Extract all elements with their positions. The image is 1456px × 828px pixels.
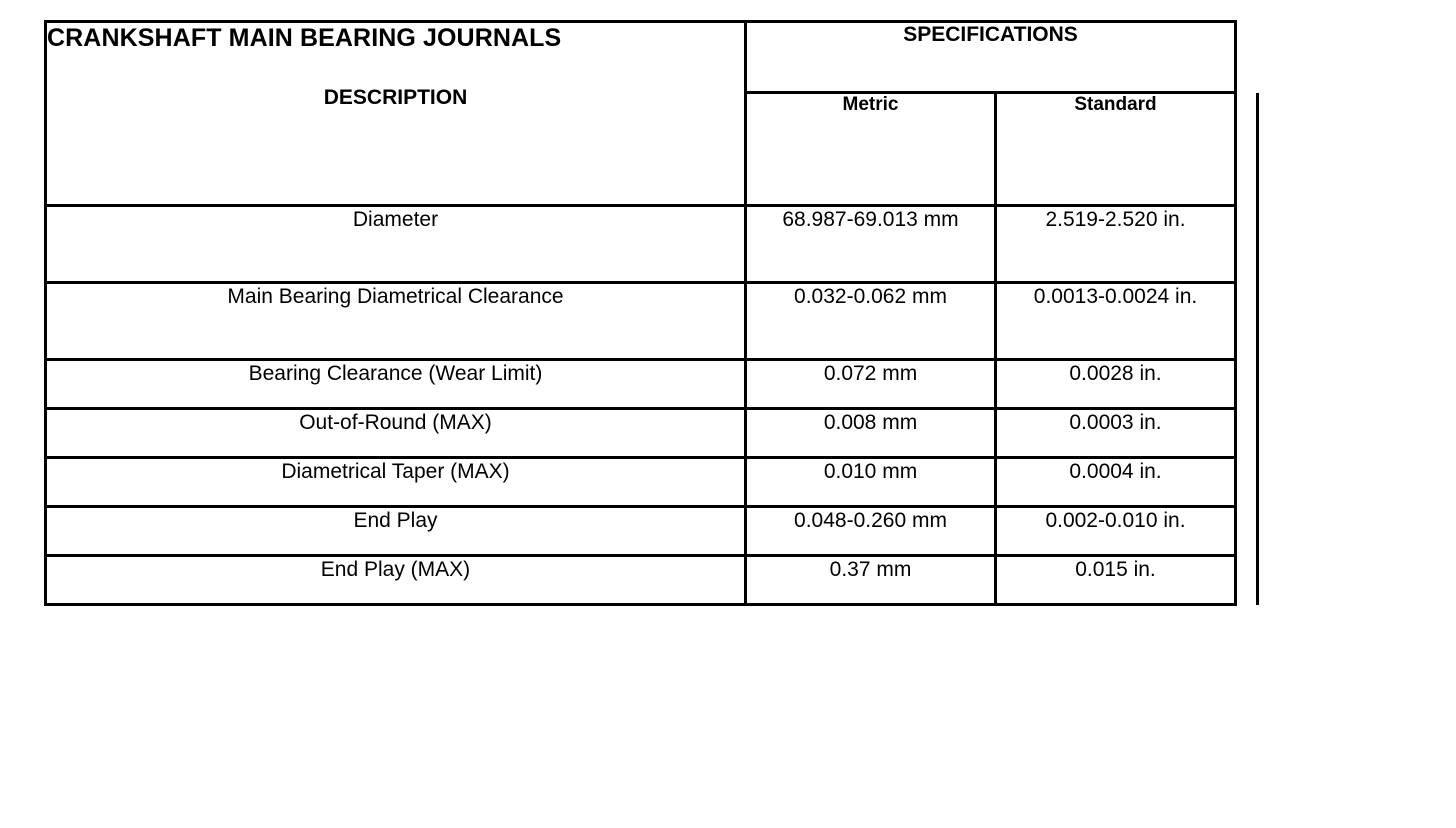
row-standard-value: 0.0003 in. (996, 409, 1236, 458)
table-row (46, 360, 1258, 409)
row-metric-value: 68.987-69.013 mm (746, 206, 996, 283)
column-header-standard: Standard (996, 93, 1236, 206)
crankshaft-spec-table (44, 20, 1259, 606)
row-metric-value: 0.048-0.260 mm (746, 507, 996, 556)
row-standard-value: 0.002-0.010 in. (996, 507, 1236, 556)
header-description-cell (46, 22, 746, 206)
table-title: CRANKSHAFT MAIN BEARING JOURNALS (47, 24, 562, 52)
table-row (46, 206, 1258, 283)
table-edge-spacer (1236, 409, 1258, 458)
row-description: End Play (MAX) (46, 556, 746, 605)
row-standard-value: 0.015 in. (996, 556, 1236, 605)
table-edge-spacer (1236, 283, 1258, 360)
row-standard-value: 0.0004 in. (996, 458, 1236, 507)
table-row (46, 409, 1258, 458)
table-edge-spacer (1236, 206, 1258, 283)
row-metric-value: 0.072 mm (746, 360, 996, 409)
table-row (46, 458, 1258, 507)
table-edge-spacer (1236, 507, 1258, 556)
table-row (46, 556, 1258, 605)
table-edge-spacer-top (1236, 22, 1258, 93)
row-description: Main Bearing Diametrical Clearance (46, 283, 746, 360)
row-standard-value: 0.0013-0.0024 in. (996, 283, 1236, 360)
row-metric-value: 0.37 mm (746, 556, 996, 605)
column-header-metric: Metric (746, 93, 996, 206)
row-standard-value: 0.0028 in. (996, 360, 1236, 409)
table-edge-spacer (1236, 360, 1258, 409)
table-edge-spacer (1236, 458, 1258, 507)
row-description: Out-of-Round (MAX) (46, 409, 746, 458)
table-edge-spacer (1236, 93, 1258, 206)
header-row-top (46, 22, 1258, 93)
row-metric-value: 0.008 mm (746, 409, 996, 458)
row-metric-value: 0.010 mm (746, 458, 996, 507)
row-standard-value: 2.519-2.520 in. (996, 206, 1236, 283)
row-description: Diameter (46, 206, 746, 283)
table-edge-spacer (1236, 556, 1258, 605)
row-description: Diametrical Taper (MAX) (46, 458, 746, 507)
column-header-description: DESCRIPTION (323, 86, 468, 110)
table-row (46, 283, 1258, 360)
row-metric-value: 0.032-0.062 mm (746, 283, 996, 360)
table-body (46, 22, 1258, 605)
spec-table-container (44, 20, 1256, 606)
row-description: End Play (46, 507, 746, 556)
column-header-specifications: SPECIFICATIONS (746, 22, 1236, 93)
table-row (46, 507, 1258, 556)
row-description: Bearing Clearance (Wear Limit) (46, 360, 746, 409)
